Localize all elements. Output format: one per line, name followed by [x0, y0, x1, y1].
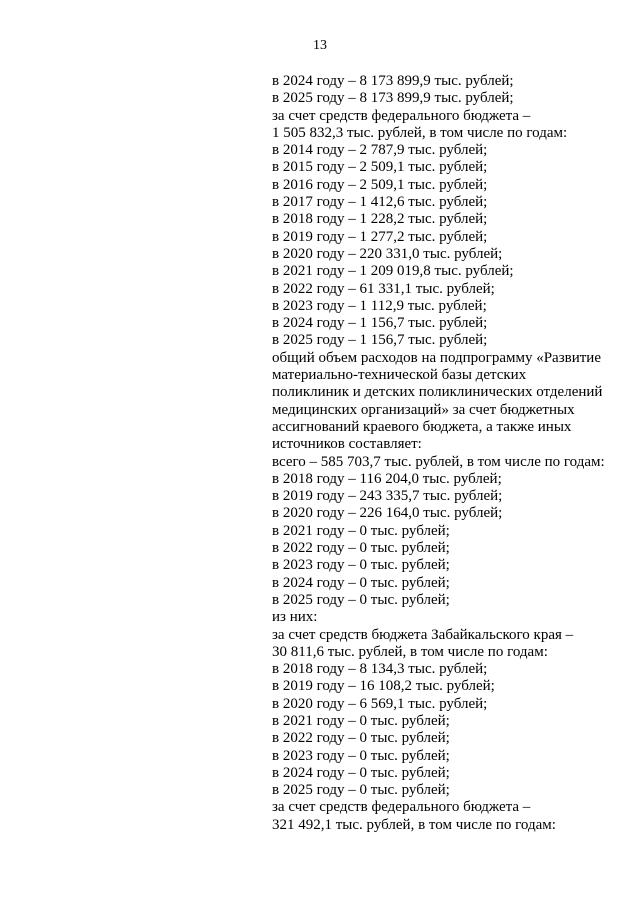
text-line: в 2024 году – 8 173 899,9 тыс. рублей; — [272, 73, 514, 89]
page-number: 13 — [313, 38, 327, 53]
text-line: в 2018 году – 1 228,2 тыс. рублей; — [272, 211, 488, 228]
text-line: 321 492,1 тыс. рублей, в том числе по годам: — [272, 816, 556, 833]
text-line: в 2022 году – 0 тыс. рублей; — [272, 540, 450, 557]
text-line: в 2015 году – 2 509,1 тыс. рублей; — [272, 159, 488, 176]
text-line: в 2022 году – 0 тыс. рублей; — [272, 730, 450, 747]
text-line: медицинских организаций» за счет бюджетных — [272, 401, 575, 418]
text-line: в 2025 году – 0 тыс. рублей; — [272, 591, 450, 608]
text-line: в 2024 году – 0 тыс. рублей; — [272, 764, 450, 781]
text-line: за счет средств федерального бюджета – — [272, 799, 531, 816]
text-line: в 2022 году – 61 331,1 тыс. рублей; — [272, 280, 495, 297]
text-line: в 2021 году – 0 тыс. рублей; — [272, 712, 450, 729]
text-line: в 2024 году – 1 156,7 тыс. рублей; — [272, 315, 488, 332]
text-line: ассигнований краевого бюджета, а также иных — [272, 418, 572, 435]
text-line: в 2019 году – 243 335,7 тыс. рублей; — [272, 488, 503, 505]
text-line: поликлиник и детских поликлинических отделений — [272, 384, 603, 401]
text-line: материально-технической базы детских — [272, 367, 527, 384]
text-line: из них: — [272, 609, 318, 626]
text-line: общий объем расходов на подпрограмму «Развитие — [272, 349, 601, 366]
text-line: в 2020 году – 6 569,1 тыс. рублей; — [272, 695, 488, 712]
text-line: в 2017 году – 1 412,6 тыс. рублей; — [272, 194, 488, 211]
text-line: в 2021 году – 0 тыс. рублей; — [272, 522, 450, 539]
text-line: в 2025 году – 8 173 899,9 тыс. рублей; — [272, 90, 514, 107]
text-line: в 2019 году – 1 277,2 тыс. рублей; — [272, 228, 488, 245]
text-line: в 2023 году – 0 тыс. рублей; — [272, 747, 450, 764]
text-line: в 2020 году – 226 164,0 тыс. рублей; — [272, 505, 503, 522]
text-line: в 2016 году – 2 509,1 тыс. рублей; — [272, 176, 488, 193]
document-body — [272, 73, 617, 834]
text-line: в 2025 году – 0 тыс. рублей; — [272, 782, 450, 799]
text-line: 1 505 832,3 тыс. рублей, в том числе по годам: — [272, 124, 568, 141]
text-line: в 2019 году – 16 108,2 тыс. рублей; — [272, 678, 495, 695]
text-line: в 2020 году – 220 331,0 тыс. рублей; — [272, 245, 503, 262]
text-line: за счет средств федерального бюджета – — [272, 107, 531, 124]
text-line: в 2014 году – 2 787,9 тыс. рублей; — [272, 142, 488, 159]
text-line: в 2023 году – 1 112,9 тыс. рублей; — [272, 297, 487, 314]
text-line: в 2018 году – 8 134,3 тыс. рублей; — [272, 661, 488, 678]
text-line: в 2023 году – 0 тыс. рублей; — [272, 557, 450, 574]
text-line: в 2024 году – 0 тыс. рублей; — [272, 574, 450, 591]
text-line: в 2025 году – 1 156,7 тыс. рублей; — [272, 332, 488, 349]
text-line: за счет средств бюджета Забайкальского края – — [272, 626, 574, 643]
text-line: в 2018 году – 116 204,0 тыс. рублей; — [272, 470, 502, 487]
text-line: 30 811,6 тыс. рублей, в том числе по годам: — [272, 643, 548, 660]
text-line: в 2021 году – 1 209 019,8 тыс. рублей; — [272, 263, 514, 280]
text-line: источников составляет: — [272, 436, 422, 453]
text-line: всего – 585 703,7 тыс. рублей, в том числе по годам: — [272, 453, 605, 470]
